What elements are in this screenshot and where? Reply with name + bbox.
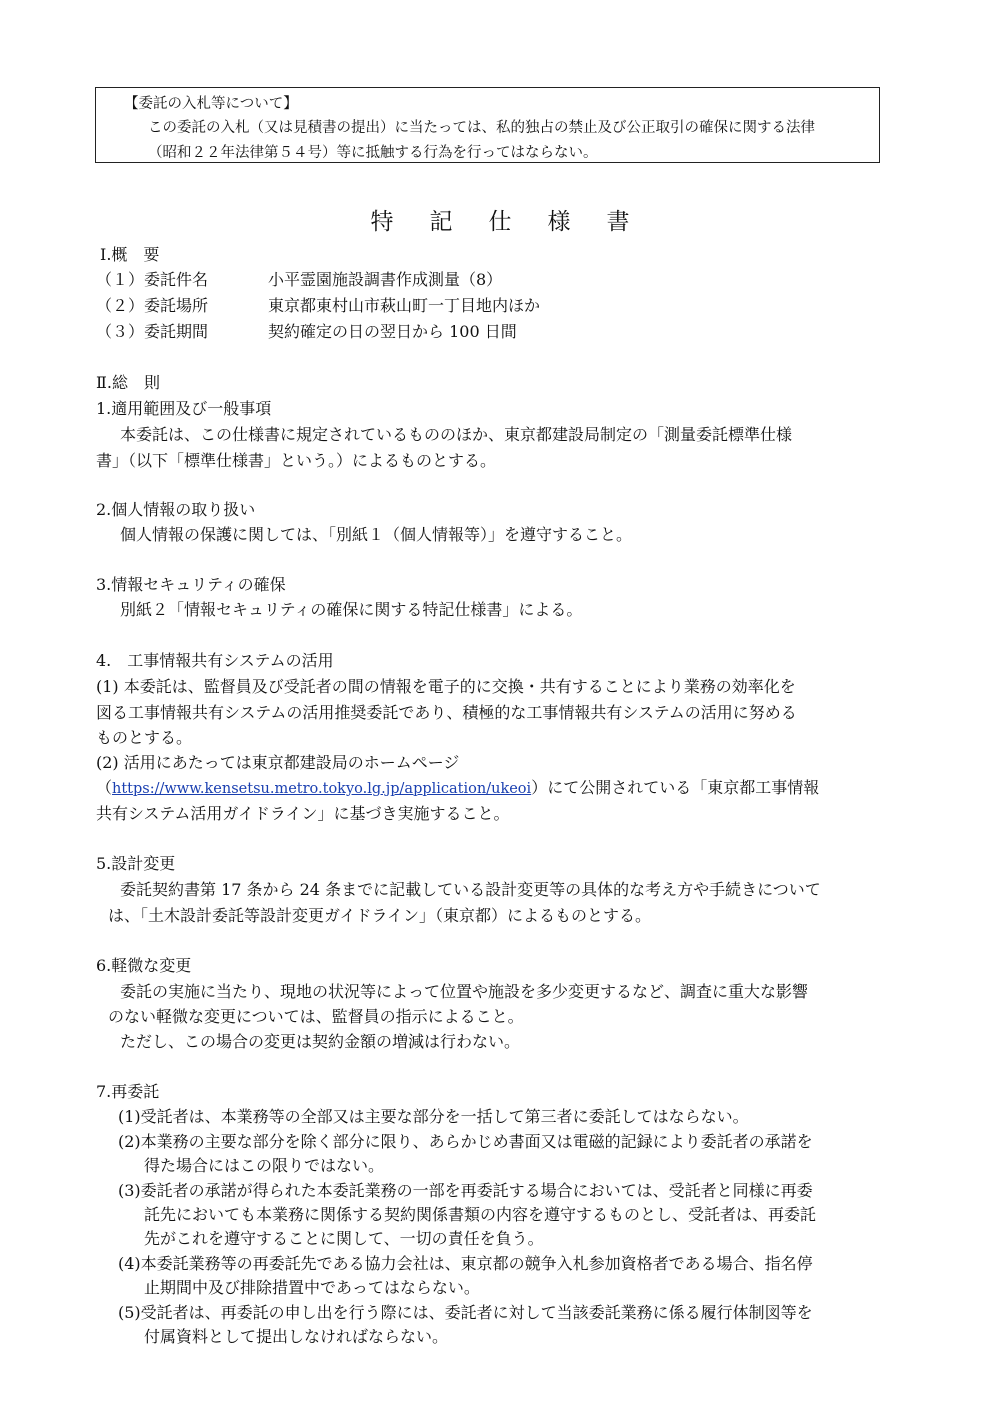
overview-item-value: 契約確定の日の翌日から 100 日間 [268,322,517,341]
overview-item-value: 小平霊園施設調書作成測量（8） [268,270,503,289]
document-title: 特記仕様書 [370,209,666,235]
overview-item-value: 東京都東村山市萩山町一丁目地内ほか [268,296,541,315]
notice-line-2: （昭和２２年法律第５４号）等に抵触する行為を行ってはならない。 [148,145,598,161]
list-item: (5)受託者は、再委託の申し出を行う際には、委託者に対して当該委託業務に係る履行体制図等を [118,1303,813,1322]
list-item-continued: 得た場合にはこの限りではない。 [144,1156,385,1175]
list-item-continued: 付属資料として提出しなければならない。 [144,1327,449,1346]
paragraph-line: 共有システム活用ガイドライン」に基づき実施すること。 [96,804,510,823]
section-title: 7.再委託 [96,1082,160,1101]
paragraph-line [96,778,819,799]
overview-heading: Ⅰ.概 要 [100,245,160,264]
list-item-continued: 止期間中及び排除措置中であってはならない。 [144,1278,480,1297]
section-title: 5.設計変更 [96,854,176,873]
list-item: (3)委託者の承諾が得られた本委託業務の一部を再委託する場合においては、受託者と同様に再委 [118,1181,813,1200]
notice-line-1: この委託の入札（又は見積書の提出）に当たっては、私的独占の禁止及び公正取引の確保に関する法律 [148,120,815,136]
paragraph-line: 別紙２「情報セキュリティの確保に関する特記仕様書」による。 [120,600,583,619]
paragraph-line: 委託の実施に当たり、現地の状況等によって位置や施設を多少変更するなど、調査に重大な影響 [120,982,809,1001]
notice-heading: 【委託の入札等について】 [124,96,298,112]
paragraph-line: 本委託は、この仕様書に規定されているもののほか、東京都建設局制定の「測量委託標準仕様 [120,425,793,444]
paragraph-line: 委託契約書第 17 条から 24 条までに記載している設計変更等の具体的な考え方や手続きについて [120,880,821,899]
bureau-homepage-link[interactable]: https://www.kensetsu.metro.tokyo.lg.jp/application/ukeoi [112,781,532,797]
list-item-continued: 託先においても本業務に関係する契約関係書類の内容を遵守するものとし、受託者は、再委託 [144,1205,817,1224]
paragraph-line: ものとする。 [96,728,193,747]
paragraph-line: (2) 活用にあたっては東京都建設局のホームページ [96,753,460,772]
list-item: (4)本委託業務等の再委託先である協力会社は、東京都の競争入札参加資格者である場合、指名停 [118,1254,813,1273]
overview-item-label: （１）委託件名 [96,270,209,289]
paragraph-line: ただし、この場合の変更は契約金額の増減は行わない。 [120,1032,521,1051]
section-title: 2.個人情報の取り扱い [96,500,256,519]
overview-item-label: （３）委託期間 [96,322,209,341]
general-heading: Ⅱ.総 則 [96,373,160,392]
paragraph-line: 個人情報の保護に関しては、「別紙１（個人情報等）」を遵守すること。 [120,525,633,544]
section-title: 4. 工事情報共有システムの活用 [96,651,334,670]
paragraph-line: のない軽微な変更については、監督員の指示によること。 [108,1007,524,1026]
paragraph-line: (1) 本委託は、監督員及び受託者の間の情報を電子的に交換・共有することにより業務の効率化を [96,677,796,696]
paren-open: （ [96,778,113,797]
paragraph-line: 書」（以下「標準仕様書」という。）によるものとする。 [96,451,497,470]
section-title: 3.情報セキュリティの確保 [96,575,286,594]
section-title: 1.適用範囲及び一般事項 [96,399,272,418]
section-title: 6.軽微な変更 [96,956,192,975]
paragraph-line: 図る工事情報共有システムの活用推奨委託であり、積極的な工事情報共有システムの活用に努める [96,703,797,722]
list-item: (1)受託者は、本業務等の全部又は主要な部分を一括して第三者に委託してはならない。 [118,1107,749,1126]
list-item-continued: 先がこれを遵守することに関して、一切の責任を負う。 [144,1229,544,1248]
list-item: (2)本業務の主要な部分を除く部分に限り、あらかじめ書面又は電磁的記録により委託者の承諾を [118,1132,813,1151]
paren-close-text: ）にて公開されている「東京都工事情報 [531,778,820,797]
overview-item-label: （２）委託場所 [96,296,209,315]
paragraph-line: は、「土木設計委託等設計変更ガイドライン」（東京都）によるものとする。 [108,906,652,925]
